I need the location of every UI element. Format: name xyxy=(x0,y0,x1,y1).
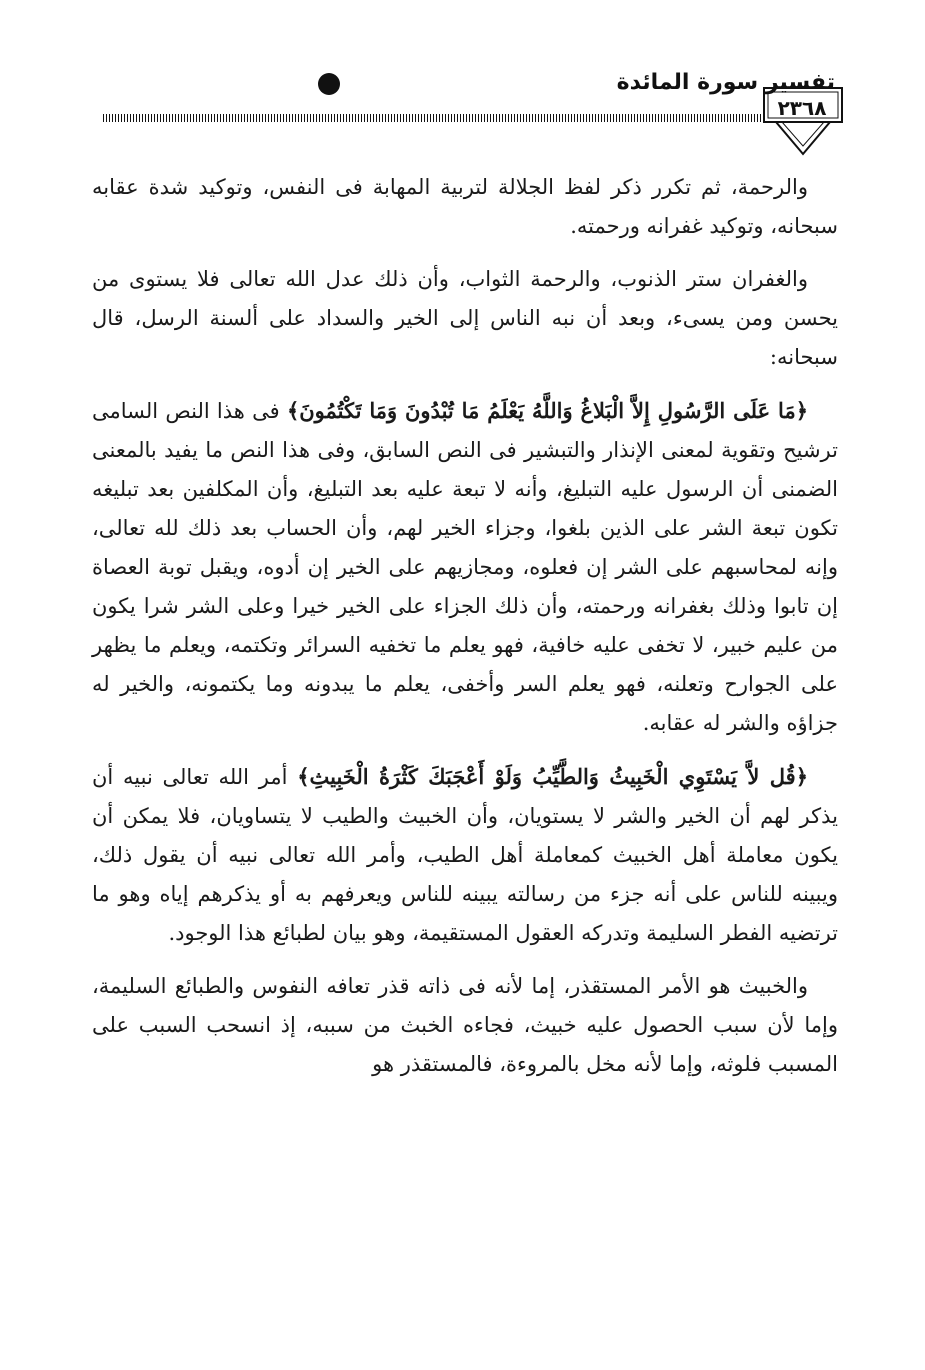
paragraph xyxy=(92,260,838,377)
paragraph-text: والرحمة، ثم تكرر ذكر لفظ الجلالة لتربية المهابة فى النفس، وتوكيد شدة عقابه سبحانه، وتوكيد غفرانه ورحمته. xyxy=(92,175,838,238)
paragraph xyxy=(92,967,838,1084)
paragraph-text: فى هذا النص السامى ترشيح وتقوية لمعنى الإنذار والتبشير فى النص السابق، وفى هذا النص ما يفيد بالمعنى الضمنى أن الرسول عليه التبليغ، وأنه لا تبعة عليه بعد التبليغ، وأن المكلفين بعد تبليغه تكون تبعة الشر على الذين بلغوا، وجزاء الخير لهم، وأن الحساب بعد ذلك لله تعالى، وإنه لمحاسبهم على الشر إن فعلوه، ومجازيهم على الخير إن أدوه، ويقبل توبة العصاة إن تابوا وذلك بغفرانه ورحمته، وأن ذلك الجزاء على الخير خيرا وعلى الشر شرا يكون من عليم خبير، لا تخفى عليه خافية، فهو يعلم ما تخفيه السرائر وتكتمه، ويعلم ما يظهر على الجوارح وتعلنه، فهو يعلم السر وأخفى، يعلم ما يبدونه وما يكتمونه، والخير له جزاؤه والشر له عقابه. xyxy=(92,399,838,735)
quran-verse: ﴿قُل لاَّ يَسْتَوِي الْخَبِيثُ وَالطَّيِّبُ وَلَوْ أَعْجَبَكَ كَثْرَةُ الْخَبِيثِ﴾ xyxy=(297,764,808,789)
body-text xyxy=(92,168,838,1098)
paragraph-text: أمر الله تعالى نبيه أن يذكر لهم أن الخير والشر لا يستويان، وأن الخبيث والطيب لا يتساويان، فلا يمكن أن يكون معاملة أهل الخبيث كمعاملة أهل الطيب، وأمر الله تعالى نبيه أن يقول ذلك، ويبينه للناس على أنه جزء من رسالته يبينه للناس ويعرفهم به أو يذكرهم إياه وهو ما ترتضيه الفطر السليمة وتدركه العقول المستقيمة، وهو بيان لطبائع هذا الوجود. xyxy=(92,765,838,945)
ornament-icon xyxy=(318,73,340,95)
running-header-title: تفسير سورة المائدة xyxy=(616,70,835,95)
paragraph xyxy=(92,168,838,246)
page-number: ٢٣٦٨ xyxy=(777,96,827,120)
paragraph-text: والغفران ستر الذنوب، والرحمة الثواب، وأن ذلك عدل الله تعالى فلا يستوى من يحسن ومن يسىء، وبعد أن نبه الناس إلى الخير والسداد على ألسنة الرسل، قال سبحانه: xyxy=(92,267,838,369)
header-rule xyxy=(103,114,763,122)
paragraph xyxy=(92,757,838,953)
quran-verse: ﴿مَا عَلَى الرَّسُولِ إِلاَّ الْبَلاغُ وَاللَّهُ يَعْلَمُ مَا تُبْدُونَ وَمَا تَكْتُمُونَ﴾ xyxy=(286,398,808,423)
paragraph xyxy=(92,391,838,743)
paragraph-text: والخبيث هو الأمر المستقذر، إما لأنه فى ذاته قذر تعافه النفوس والطبائع السليمة، وإما لأن سبب الحصول عليه خبيث، فجاءه الخبث من سببه، إذ انسحب السبب على المسبب فلوثه، وإما لأنه مخل بالمروءة، فالمستقذر هو xyxy=(92,974,838,1076)
